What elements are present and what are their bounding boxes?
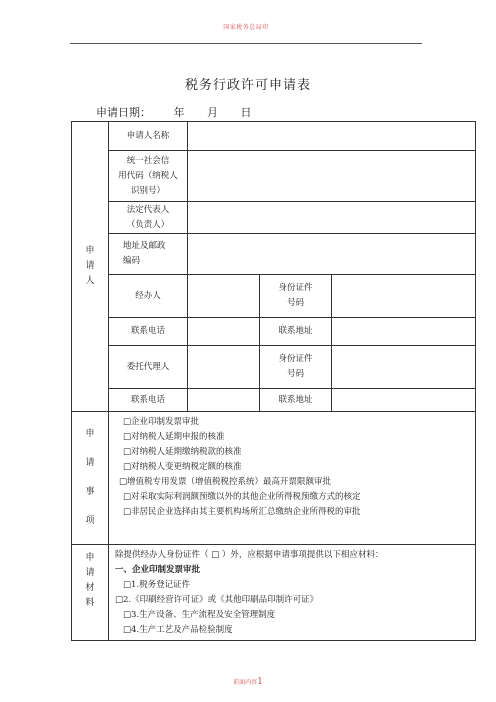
handler-id-label: 身份证件 号码	[260, 275, 332, 318]
material-checkbox-process[interactable]: □4.生产工艺及产品检验制度	[123, 625, 233, 635]
agent-address-field[interactable]	[332, 389, 476, 412]
phone-field[interactable]	[188, 318, 260, 346]
agent-phone-field[interactable]	[188, 389, 260, 412]
matter-checkbox-prepayment-method[interactable]: □对采取实际利润额预缴以外的其他企业所得税预缴方式的核定	[123, 492, 361, 502]
matter-checkbox-nonresident-consolidation[interactable]: □非居民企业选择由其主要机构场所汇总缴纳企业所得税的审批	[123, 507, 361, 517]
applicant-name-label: 申请人名称	[109, 122, 188, 151]
materials-list	[109, 545, 476, 641]
application-date	[96, 104, 262, 120]
date-day: 日	[240, 106, 252, 119]
header-watermark: 国家税务总局印	[223, 24, 269, 31]
contact-address-field[interactable]	[332, 318, 476, 346]
agent-id-field[interactable]	[332, 346, 476, 389]
date-label: 申请日期：	[96, 106, 151, 119]
application-form-table	[71, 121, 476, 641]
materials-section-label: 申 请 材 料	[72, 545, 109, 641]
page-number: 1	[257, 677, 263, 687]
material-checkbox-tax-registration[interactable]: □1.税务登记证件	[123, 580, 191, 590]
agent-address-label: 联系地址	[260, 389, 332, 412]
handler-id-field[interactable]	[332, 275, 476, 318]
materials-heading: 一、企业印制发票审批	[115, 565, 201, 575]
matters-section-label: 申 请 事 项	[72, 412, 109, 545]
legal-rep-label: 法定代表人 （负责人）	[109, 202, 188, 234]
contact-address-label: 联系地址	[260, 318, 332, 346]
matter-checkbox-quota-change[interactable]: □对纳税人变更纳税定额的核准	[123, 462, 242, 472]
material-checkbox-equipment[interactable]: □3.生产设备、生产流程及安全管理制度	[123, 610, 276, 620]
phone-label: 联系电话	[109, 318, 188, 346]
address-field[interactable]	[188, 234, 476, 275]
agent-phone-label: 联系电话	[109, 389, 188, 412]
credit-code-label: 统一社会信 用代码（纳税人 识别号）	[109, 151, 188, 202]
handler-field[interactable]	[188, 275, 260, 318]
matters-list	[109, 412, 476, 545]
footer-text: 前面内容	[233, 679, 258, 686]
page-footer	[0, 677, 496, 687]
matter-checkbox-invoice-printing[interactable]: □企业印制发票审批	[123, 417, 200, 427]
applicant-section-label: 申 请 人	[72, 122, 109, 412]
legal-rep-field[interactable]	[188, 202, 476, 234]
applicant-name-field[interactable]	[188, 122, 476, 151]
matter-checkbox-deferred-filing[interactable]: □对纳税人延期申报的核准	[123, 432, 225, 442]
matter-checkbox-vat-invoice-limit[interactable]: □增值税专用发票（增值税税控系统）最高开票限额审批	[119, 477, 332, 487]
agent-id-label: 身份证件 号码	[260, 346, 332, 389]
matter-checkbox-deferred-payment[interactable]: □对纳税人延期缴纳税款的核准	[123, 447, 242, 457]
materials-intro: 除提供经办人身份证件（ □ ）外，应根据申请事项提供以下相应材料：	[115, 550, 384, 560]
header-rule	[70, 43, 422, 44]
date-year: 年	[173, 106, 185, 119]
agent-field[interactable]	[188, 346, 260, 389]
material-checkbox-printing-license[interactable]: □2.《印刷经营许可证》或《其他印刷品印制许可证》	[115, 595, 319, 605]
address-label: 地址及邮政 编码	[109, 234, 188, 275]
date-month: 月	[207, 106, 218, 119]
handler-label: 经办人	[109, 275, 188, 318]
agent-label: 委托代理人	[109, 346, 188, 389]
credit-code-field[interactable]	[188, 151, 476, 202]
page-title: 税务行政许可申请表	[184, 78, 311, 93]
